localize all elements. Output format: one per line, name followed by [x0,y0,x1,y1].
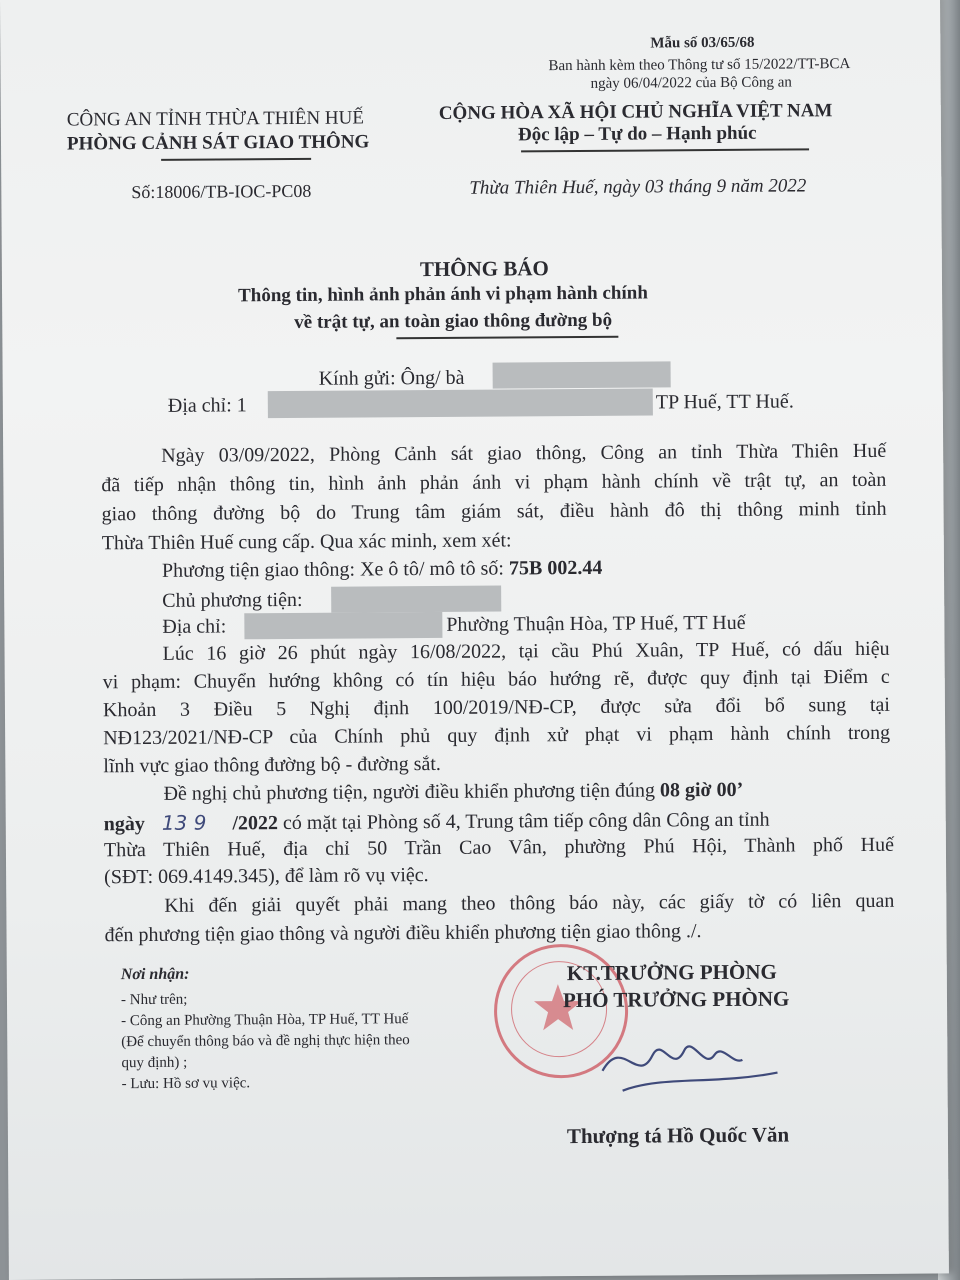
redacted-name [493,361,671,388]
motto-underline [521,148,809,152]
notice-subtitle-2-b: an toàn giao thông đường bộ [379,309,613,333]
violation-line3: Khoản 3 Điều 5 Nghị định 100/2019/NĐ-CP, được sửa đổi bổ sung tại [102,693,891,722]
agency-parent: CÔNG AN TỈNH THỪA THIÊN HUẾ [66,107,365,131]
para1-line1: Ngày 03/09/2022, Phòng Cảnh sát giao thông, Công an tỉnh Thừa Thiên Huế [161,439,887,467]
notice-title: THÔNG BÁO [419,256,549,282]
agency-underline [161,158,311,161]
redacted-address [268,388,653,418]
request-day-label: ngày [103,813,145,836]
closing-line2: đến phương tiện giao thông và người điều khiển phương tiện giao thông ./. [104,920,702,947]
vehicle-label: Phương tiện giao thông: Xe ô tô/ mô tô số: [161,557,510,582]
recipients-list [121,988,410,1095]
recipients-heading: Nơi nhận: [120,965,190,984]
violation-line4: NĐ123/2021/NĐ-CP của Chính phủ quy định xử phạt vi phạm hành chính trong [103,721,891,750]
recipient-greeting: Kính gửi: Ông/ bà [318,366,465,390]
form-issued-line-2: ngày 06/04/2022 của Bộ Công an [590,74,792,92]
title-underline [396,336,618,339]
agency-name: PHÒNG CẢNH SÁT GIAO THÔNG [66,131,370,155]
request-line1-a: Đề nghị chủ phương tiện, người điều khiển phương tiện đúng [163,779,661,805]
form-issued-line-1: Ban hành kèm theo Thông tư số 15/2022/TT-BCA [548,56,851,75]
request-time: 08 giờ 00’ [659,778,744,802]
notice-subtitle-2 [294,310,612,334]
handwritten-signature-icon [592,1015,783,1106]
recipient-item: quy định) ; [121,1054,188,1072]
place-date: Thừa Thiên Huế, ngày 03 tháng 9 năm 2022 [469,175,807,199]
handwritten-date: 13 9 [161,810,207,835]
para1-line2: đã tiếp nhận thông tin, hình ảnh phản ánh vi phạm hành chính về trật tự, an toàn [101,468,887,497]
signer-name: Thượng tá Hồ Quốc Văn [566,1122,790,1149]
request-line2-rest: có mặt tại Phòng số 4, Trung tâm tiếp công dân Công an tỉnh [277,808,770,835]
para1-line4: Thừa Thiên Huế cung cấp. Qua xác minh, xem xét: [101,529,512,555]
recipient-item: - Lưu: Hồ sơ vụ việc. [121,1075,251,1093]
notice-subtitle-2-a: về trật tự, [294,311,380,333]
violation-line2: vi phạm: Chuyển hướng không có tín hiệu báo hướng rẽ, được quy định tại Điểm c [102,665,890,694]
recipient-item: - Công an Phường Thuận Hòa, TP Huế, TT Huế [121,1011,409,1030]
owner-address-label: Địa chỉ: [162,615,227,638]
form-number: Mẫu số 03/65/68 [650,34,755,52]
request-line4: (SĐT: 069.4149.345), để làm rõ vụ việc. [104,864,429,889]
document-number: Số:18006/TB-IOC-PC08 [131,180,312,203]
nation-motto: Độc lập – Tự do – Hạnh phúc [517,122,757,146]
request-line1 [163,776,743,809]
violation-line5: lĩnh vực giao thông đường bộ - đường sắt. [103,752,441,778]
recipient-item: - Như trên; [120,991,188,1009]
para1-line3: giao thông đường bộ do Trung tâm giám sát, điều hành đô thị thông minh tỉnh [101,497,887,526]
redacted-owner-address [244,612,442,639]
signature-role-1: KT.TRƯỞNG PHÒNG [566,959,777,986]
signature-role-2: PHÓ TRƯỞNG PHÒNG [562,986,790,1013]
owner-label: Chủ phương tiện: [162,588,303,612]
notice-subtitle-1: Thông tin, hình ảnh phản ánh vi phạm hành chính [237,282,648,307]
violation-line1: Lúc 16 giờ 26 phút ngày 16/08/2022, tại cầu Phú Xuân, TP Huế, có dấu hiệu [162,637,890,665]
vehicle-line [162,554,603,586]
owner-address-tail: Phường Thuận Hòa, TP Huế, TT Huế [446,611,746,636]
recipient-address-label: Địa chỉ: 1 [167,394,247,417]
recipient-item: (Để chuyển thông báo và đề nghị thực hiện theo [121,1032,410,1051]
nation-title: CỘNG HÒA XÃ HỘI CHỦ NGHĨA VIỆT NAM [438,100,833,124]
redacted-owner [331,586,501,613]
recipient-address-tail: TP Huế, TT Huế. [655,390,794,414]
vehicle-plate: 75B 002.44 [508,556,603,580]
request-year: /2022 [232,812,279,835]
request-line3: Thừa Thiên Huế, địa chỉ 50 Trần Cao Vân, phường Phú Hội, Thành phố Huế [103,833,894,862]
closing-line1: Khi đến giải quyết phải mang theo thông báo này, các giấy tờ có liên quan [164,889,895,917]
